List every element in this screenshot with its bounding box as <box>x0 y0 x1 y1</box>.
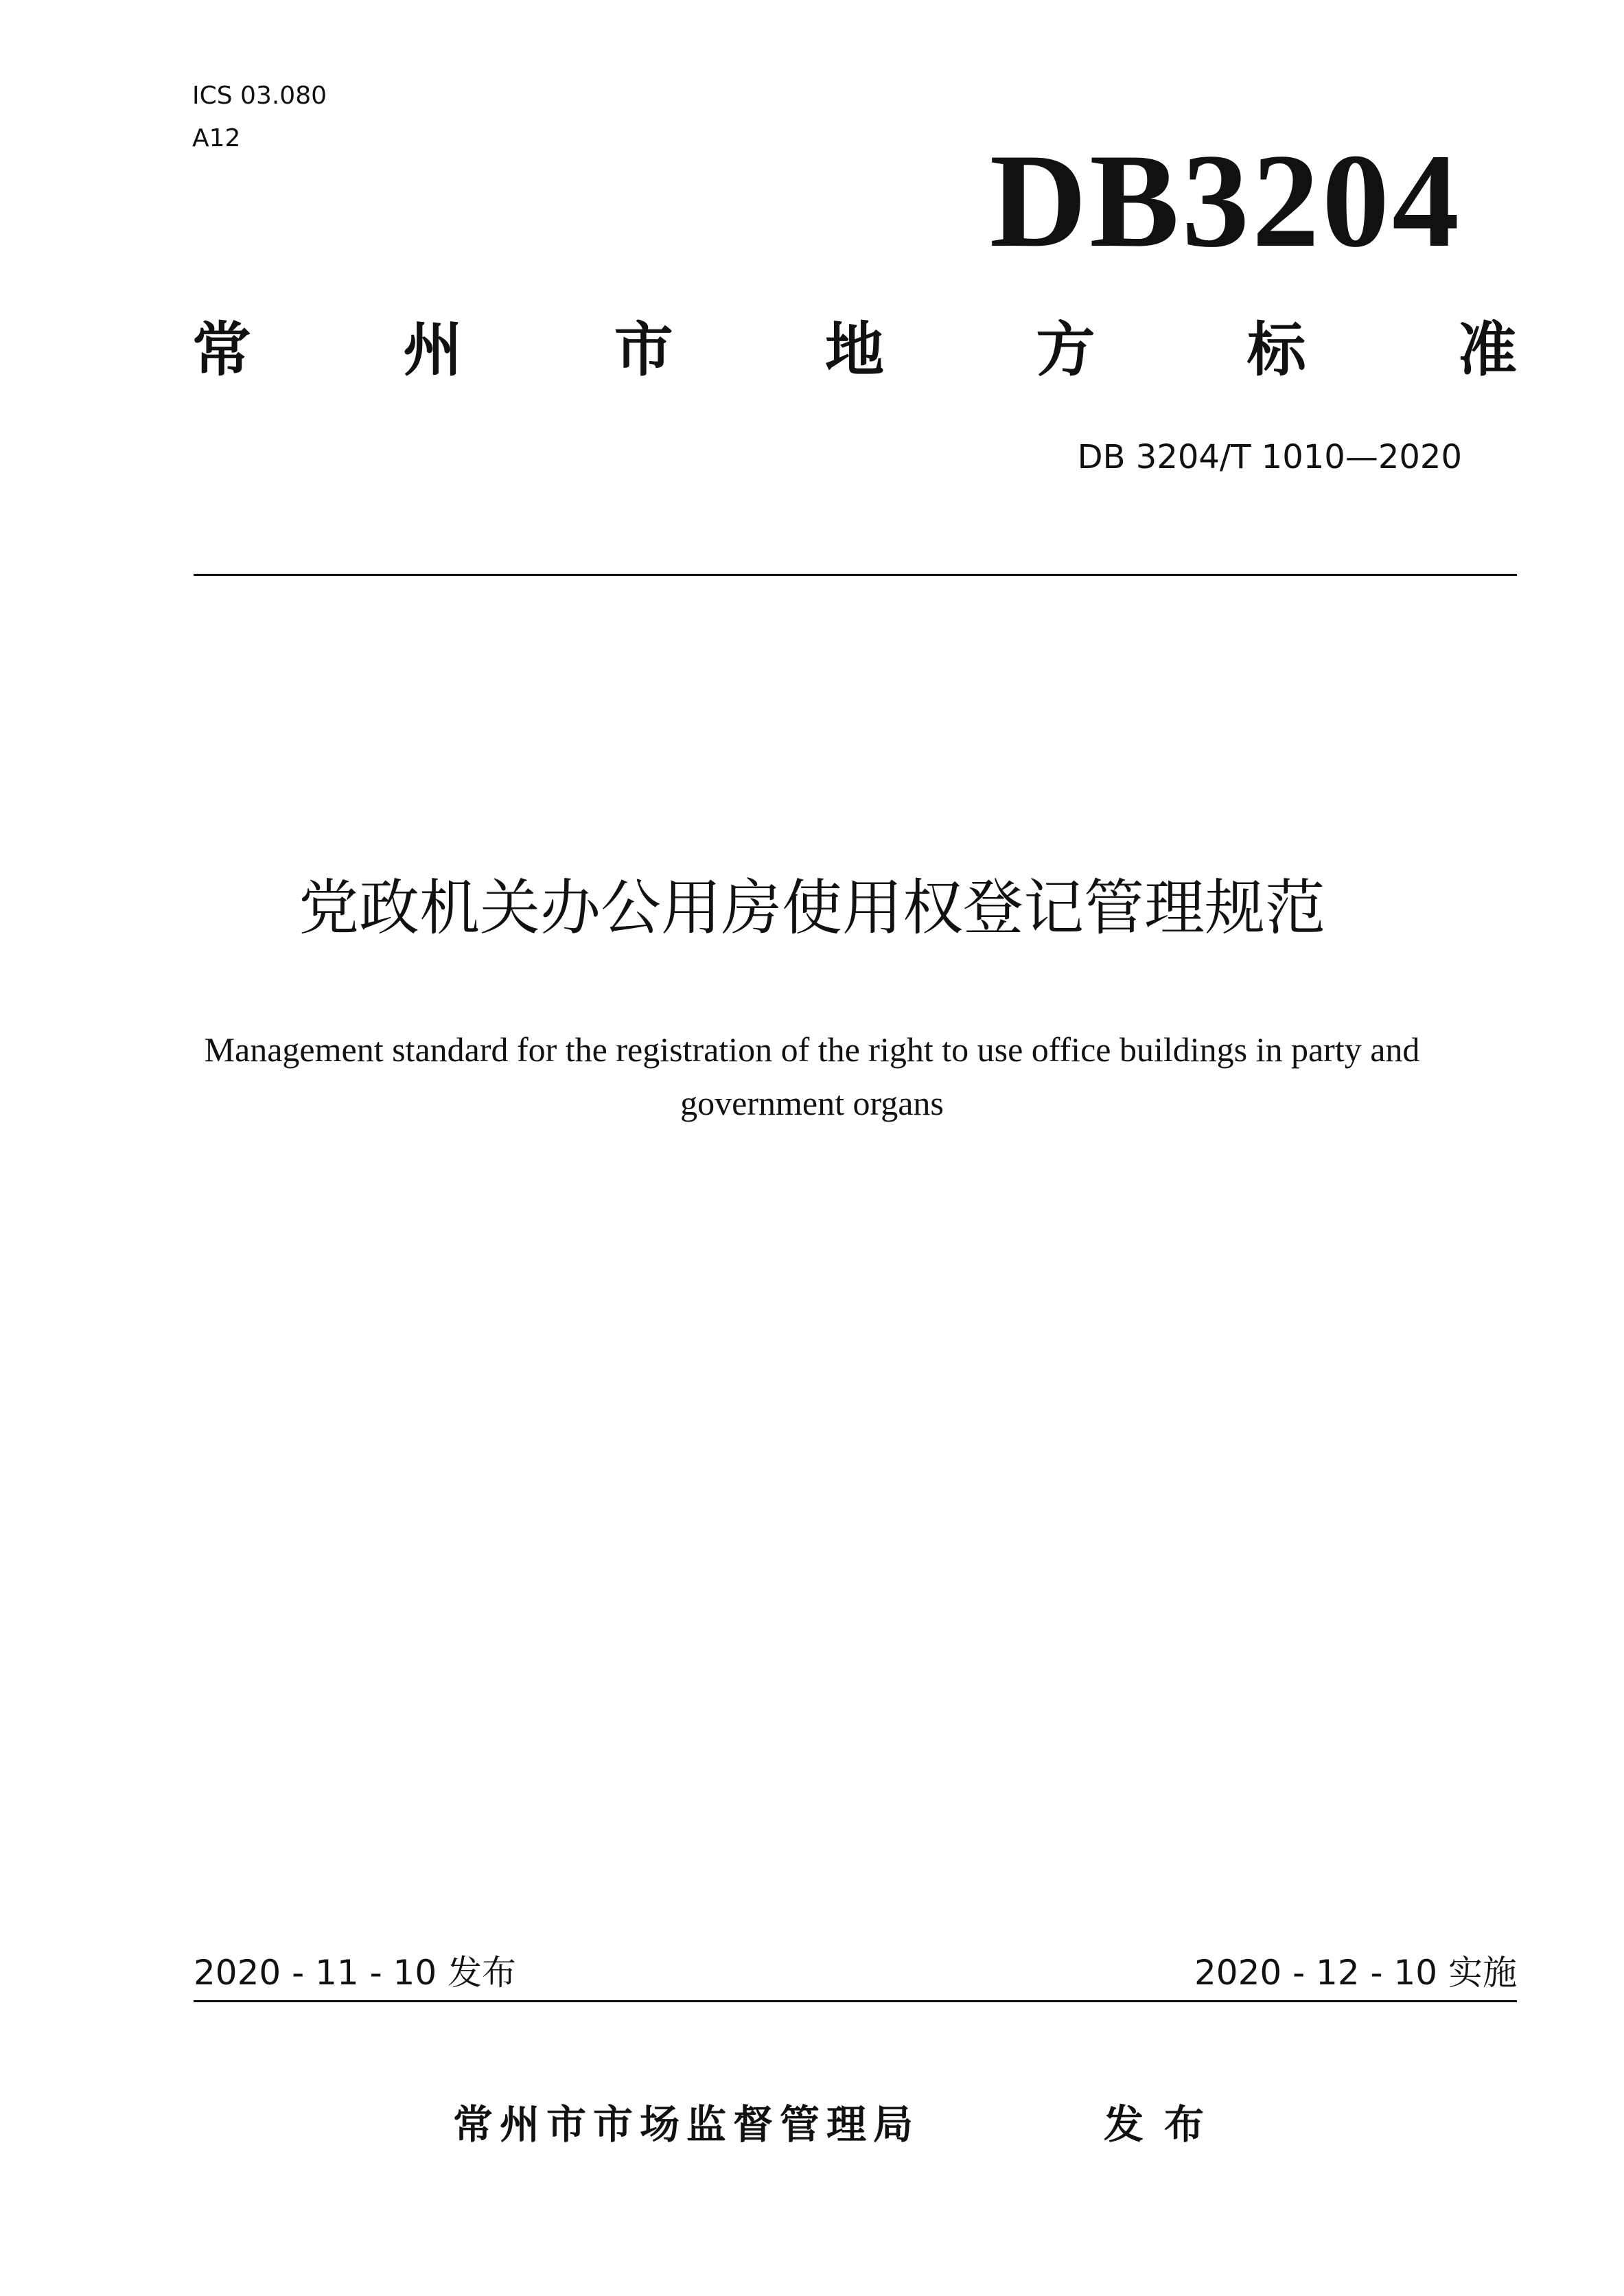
standard-type-char: 常 <box>192 316 251 384</box>
title-english: Management standard for the registration of the right to use office buildings in party and government organs <box>204 1030 1420 1122</box>
standard-type-char: 标 <box>1246 316 1306 384</box>
standard-type-char: 州 <box>403 316 463 384</box>
title-chinese: 党政机关办公用房使用权登记管理规范 <box>298 872 1325 943</box>
db-code-logo: DB3204 <box>989 126 1462 275</box>
issue-date: 2020 - 11 - 10 发布 <box>194 1953 517 1993</box>
issue-label: 发布 <box>1104 2101 1225 2148</box>
bottom-divider <box>194 2000 1517 2002</box>
standard-type <box>192 316 1517 384</box>
ics-code: ICS 03.080 <box>192 82 327 110</box>
standard-type-char: 地 <box>824 316 884 384</box>
standard-type-char: 准 <box>1457 316 1517 384</box>
implementation-date: 2020 - 12 - 10 实施 <box>1194 1953 1517 1993</box>
issuing-authority: 常州市市场监督管理局 <box>453 2101 920 2148</box>
top-divider <box>194 574 1517 576</box>
standard-type-char: 市 <box>614 316 673 384</box>
standard-number: DB 3204/T 1010—2020 <box>1077 438 1462 476</box>
ccs-code: A12 <box>192 124 241 152</box>
standard-type-char: 方 <box>1036 316 1095 384</box>
